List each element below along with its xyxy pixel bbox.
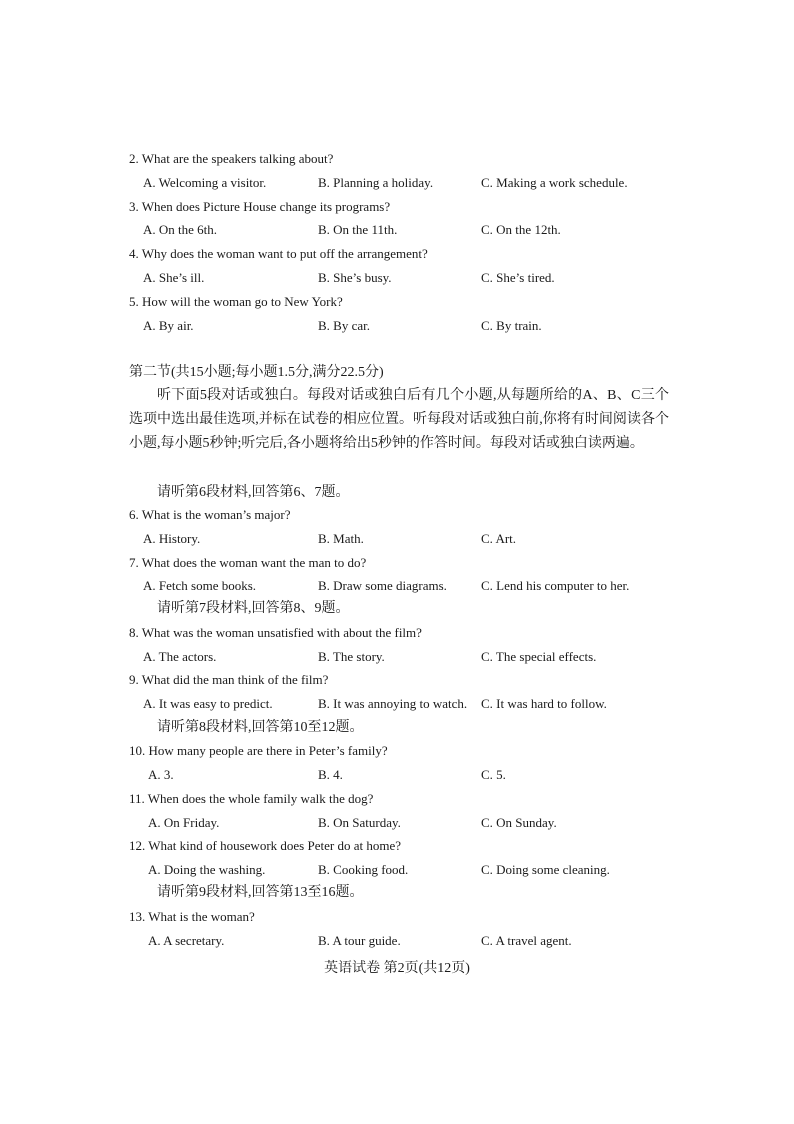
question-7-option-c: C. Lend his computer to her. <box>481 578 630 593</box>
question-3-option-c: C. On the 12th. <box>481 222 561 237</box>
question-3-option-b: B. On the 11th. <box>318 222 398 237</box>
question-8-stem: 8. What was the woman unsatisfied with about the film? <box>129 625 422 640</box>
material-7-instruction: 请听第7段材料,回答第8、9题。 <box>157 601 350 616</box>
material-8-instruction: 请听第8段材料,回答第10至12题。 <box>157 720 364 735</box>
question-6-option-b: B. Math. <box>318 531 364 546</box>
question-8-option-a: A. The actors. <box>143 649 217 664</box>
question-11-option-a: A. On Friday. <box>148 815 220 830</box>
section-2-heading: 第二节(共15小题;每小题1.5分,满分22.5分) <box>129 365 384 380</box>
question-4-stem: 4. Why does the woman want to put off the arrangement? <box>129 246 428 261</box>
question-11-option-b: B. On Saturday. <box>318 815 401 830</box>
question-10-option-b: B. 4. <box>318 767 343 782</box>
question-8-option-c: C. The special effects. <box>481 649 597 664</box>
question-9-option-b: B. It was annoying to watch. <box>318 696 468 711</box>
question-13-stem: 13. What is the woman? <box>129 909 255 924</box>
question-6-option-a: A. History. <box>143 531 201 546</box>
section-2-instructions: 听下面5段对话或独白。每段对话或独白后有几个小题,从每题所给的A、B、C三个选项中选出最佳选项,并标在试卷的相应位置。听每段对话或独白前,你将有时间阅读各个小题,每小题5秒钟;听完后,各小题将给出5秒钟的作答时间。每段对话或独白读两遍。 <box>129 388 669 451</box>
material-6-instruction: 请听第6段材料,回答第6、7题。 <box>157 485 350 500</box>
question-13-option-a: A. A secretary. <box>148 933 225 948</box>
question-2-option-a: A. Welcoming a visitor. <box>143 175 267 190</box>
question-4-option-c: C. She’s tired. <box>481 270 555 285</box>
question-5-option-a: A. By air. <box>143 318 194 333</box>
question-13-option-b: B. A tour guide. <box>318 933 401 948</box>
question-6-option-c: C. Art. <box>481 531 517 546</box>
question-12-option-b: B. Cooking food. <box>318 862 409 877</box>
question-7-option-b: B. Draw some diagrams. <box>318 578 447 593</box>
question-10-stem: 10. How many people are there in Peter’s family? <box>129 743 388 758</box>
question-13-option-c: C. A travel agent. <box>481 933 572 948</box>
material-9-instruction: 请听第9段材料,回答第13至16题。 <box>157 885 364 900</box>
question-9-stem: 9. What did the man think of the film? <box>129 672 329 687</box>
question-12-option-a: A. Doing the washing. <box>148 862 266 877</box>
question-9-option-a: A. It was easy to predict. <box>143 696 273 711</box>
question-11-option-c: C. On Sunday. <box>481 815 557 830</box>
question-8-option-b: B. The story. <box>318 649 385 664</box>
question-12-stem: 12. What kind of housework does Peter do at home? <box>129 838 401 853</box>
question-6-stem: 6. What is the woman’s major? <box>129 507 291 522</box>
question-2-option-c: C. Making a work schedule. <box>481 175 628 190</box>
question-7-stem: 7. What does the woman want the man to do? <box>129 555 367 570</box>
question-9-option-c: C. It was hard to follow. <box>481 696 607 711</box>
question-10-option-a: A. 3. <box>148 767 174 782</box>
question-7-option-a: A. Fetch some books. <box>143 578 257 593</box>
question-2-stem: 2. What are the speakers talking about? <box>129 151 334 166</box>
question-12-option-c: C. Doing some cleaning. <box>481 862 610 877</box>
question-5-option-c: C. By train. <box>481 318 542 333</box>
question-2-option-b: B. Planning a holiday. <box>318 175 434 190</box>
question-4-option-a: A. She’s ill. <box>143 270 205 285</box>
question-4-option-b: B. She’s busy. <box>318 270 392 285</box>
question-11-stem: 11. When does the whole family walk the dog? <box>129 791 374 806</box>
page-footer: 英语试卷 第2页(共12页) <box>324 961 470 976</box>
question-3-stem: 3. When does Picture House change its programs? <box>129 199 391 214</box>
question-10-option-c: C. 5. <box>481 767 506 782</box>
question-5-stem: 5. How will the woman go to New York? <box>129 294 343 309</box>
question-5-option-b: B. By car. <box>318 318 370 333</box>
question-3-option-a: A. On the 6th. <box>143 222 218 237</box>
